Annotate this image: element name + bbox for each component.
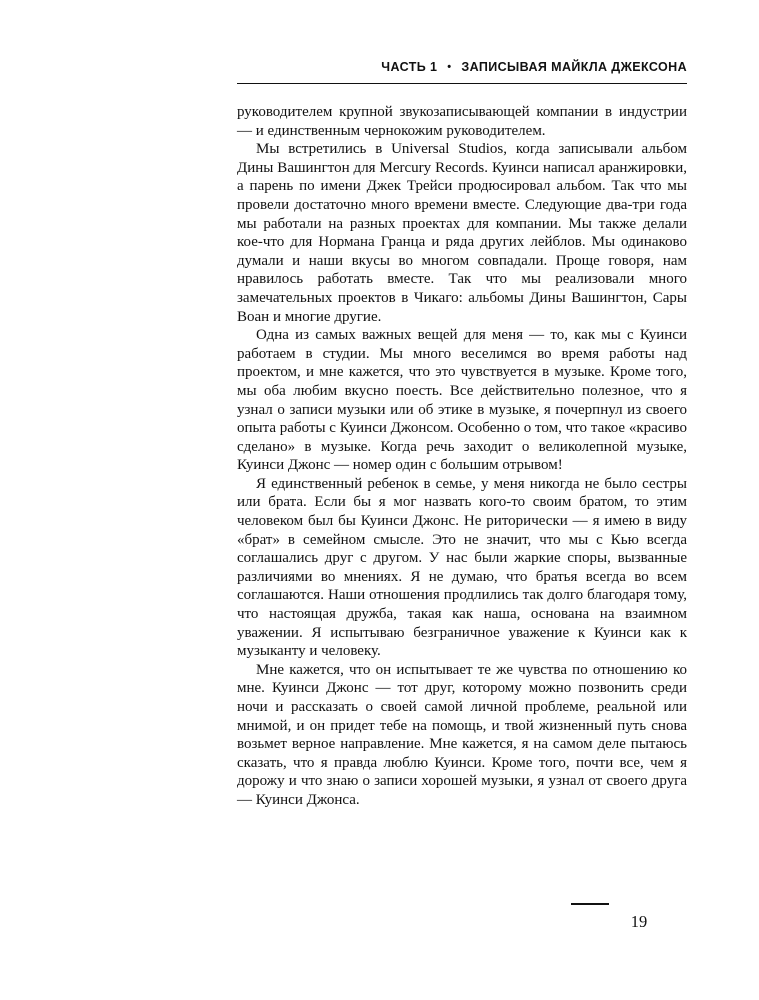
running-head <box>237 60 687 74</box>
bullet-separator: • <box>447 61 452 73</box>
paragraph: Мне кажется, что он испытывает те же чувства по отношению ко мне. Куинси Джонс — тот друг, которому можно позвонить среди ночи и рассказать о своей самой личной проблеме, реальной или мнимой, и он придет тебе на помощь, и твой жизненный путь снова возьмет верное направление. Мне кажется, я на самом деле пытаюсь сказать, что я правда люблю Куинси. Кроме того, почти все, чем я дорожу и что знаю о записи хорошей музыки, я узнал от своего друга — Куинси Джонса. <box>237 661 687 808</box>
paragraph: Мы встретились в Universal Studios, когда записывали альбом Дины Вашингтон для Mercury Records. Куинси написал аранжировки, а парень по имени Джек Трейси продюсировал альбом. Так что мы провели достаточно много времени вместе. Следующие два-три года мы работали на разных проектах для компании. Мы также делали кое-что для Нормана Гранца и ряда других лейблов. Мы одинаково думали и наши вкусы во многом совпадали. Проще говоря, нам нравилось работать вместе. Так что мы реализовали много замечательных проектов в Чикаго: альбомы Дины Вашингтон, Сары Воан и многие другие. <box>237 141 687 325</box>
chapter-title: ЗАПИСЫВАЯ МАЙКЛА ДЖЕКСОНА <box>461 60 687 74</box>
page-number: 19 <box>630 912 648 931</box>
part-label: ЧАСТЬ 1 <box>381 60 438 74</box>
paragraph: Я единственный ребенок в семье, у меня никогда не было сестры или брата. Если бы я мог назвать кого-то своим братом, то этим человеком был бы Куинси Джонс. Не риторически — я имею в виду «брат» в семейном смысле. Это не значит, что мы с Кью всегда соглашались друг с другом. У нас были жаркие споры, вызванные различиями во мнениях. Я не думаю, что братья всегда во всем соглашаются. Наши отношения продлились так долго благодаря тому, что настоящая дружба, такая как наша, основана на взаимном уважении. Я испытываю безграничное уважение к Куинси как к музыканту и человеку. <box>237 475 687 660</box>
footer-rule <box>571 903 609 905</box>
text-column <box>237 60 687 810</box>
paragraph: Одна из самых важных вещей для меня — то, как мы с Куинси работаем в студии. Мы много веселимся во время работы над проектом, и мне кажется, что это чувствуется в музыке. Кроме того, мы оба любим вкусно поесть. Все действительно полезное, что я узнал о записи музыки или об этике в музыке, я почерпнул из своего опыта работы с Куинси Джонсом. Особенно о том, что такое «красиво сделано» в музыке. Когда речь заходит о великолепной музыке, Куинси Джонс — номер один с большим отрывом! <box>237 327 687 474</box>
header-rule <box>237 83 687 84</box>
body-text <box>237 103 687 810</box>
paragraph: руководителем крупной звукозаписывающей компании в индустрии — и единственным чернокожим руководителем. <box>237 104 687 139</box>
